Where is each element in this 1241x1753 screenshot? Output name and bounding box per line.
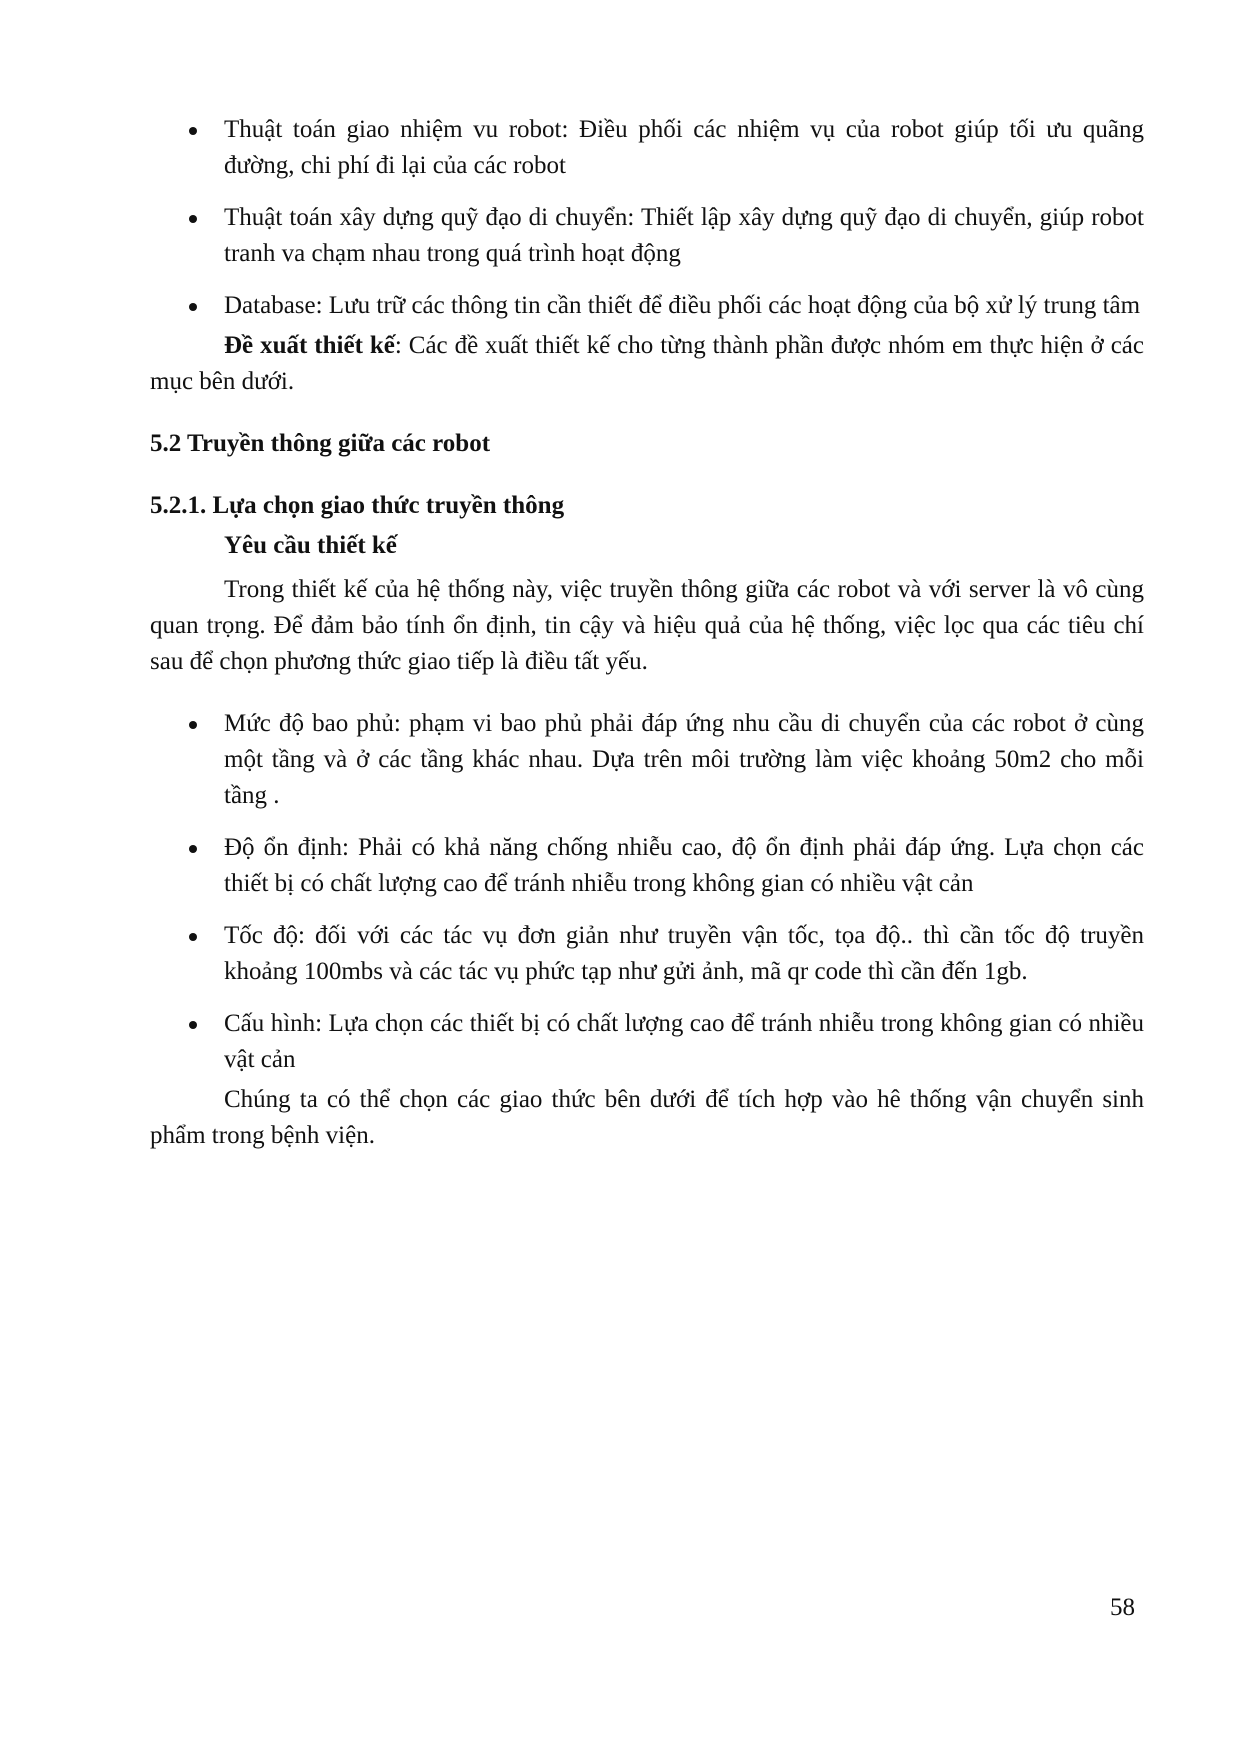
criteria-bullet-list xyxy=(150,706,1144,1078)
list-item xyxy=(150,830,1144,902)
list-item xyxy=(150,288,1144,324)
bullet-icon xyxy=(189,127,197,135)
bullet-icon xyxy=(189,721,197,729)
bullet-icon xyxy=(189,1021,197,1029)
bullet-text: Độ ổn định: Phải có khả năng chống nhiễu cao, độ ổn định phải đáp ứng. Lựa chọn các thiết bị có chất lượng cao để tránh nhiễu trong không gian có nhiều vật cản xyxy=(224,834,1144,897)
bullet-icon xyxy=(189,215,197,223)
closing-paragraph: Chúng ta có thể chọn các giao thức bên dưới để tích hợp vào hê thống vận chuyển sinh phẩm trong bệnh viện. xyxy=(150,1086,1144,1149)
list-item xyxy=(150,112,1144,184)
section-heading: 5.2 Truyền thông giữa các robot xyxy=(150,430,491,457)
proposal-paragraph xyxy=(150,328,1144,400)
subsection-heading: 5.2.1. Lựa chọn giao thức truyền thông xyxy=(150,492,565,519)
bullet-icon xyxy=(189,933,197,941)
bullet-text: Cấu hình: Lựa chọn các thiết bị có chất lượng cao để tránh nhiễu trong không gian có nhiều vật cản xyxy=(224,1010,1144,1073)
list-item xyxy=(150,918,1144,990)
list-item xyxy=(150,200,1144,272)
list-item xyxy=(150,706,1144,814)
bullet-text: Thuật toán giao nhiệm vu robot: Điều phối các nhiệm vụ của robot giúp tối ưu quãng đường, chi phí đi lại của các robot xyxy=(224,116,1144,179)
bullet-text: Mức độ bao phủ: phạm vi bao phủ phải đáp ứng nhu cầu di chuyển của các robot ở cùng một tầng và ở các tầng khác nhau. Dựa trên môi trường làm việc khoảng 50m2 cho mỗi tầng . xyxy=(224,710,1144,809)
list-item xyxy=(150,1006,1144,1078)
bullet-icon xyxy=(189,303,197,311)
component-bullet-list xyxy=(150,112,1144,324)
page-number: 58 xyxy=(1110,1594,1135,1621)
requirements-heading: Yêu cầu thiết kế xyxy=(224,532,397,559)
document-page xyxy=(150,112,1144,1154)
proposal-text: : Các đề xuất thiết kế cho từng thành phần được nhóm em thực hiện ở các mục bên dưới. xyxy=(150,332,1144,395)
bullet-text: Tốc độ: đối với các tác vụ đơn giản như truyền vận tốc, tọa độ.. thì cần tốc độ truyền khoảng 100mbs và các tác vụ phức tạp như gửi ảnh, mã qr code thì cần đến 1gb. xyxy=(224,922,1144,985)
bullet-text: Database: Lưu trữ các thông tin cần thiết để điều phối các hoạt động của bộ xử lý trung tâm xyxy=(224,292,1141,319)
proposal-label: Đề xuất thiết kế xyxy=(224,332,395,359)
intro-paragraph: Trong thiết kế của hệ thống này, việc truyền thông giữa các robot và với server là vô cùng quan trọng. Để đảm bảo tính ổn định, tin cậy và hiệu quả của hệ thống, việc lọc qua các tiêu chí sau để chọn phương thức giao tiếp là điều tất yếu. xyxy=(150,576,1144,675)
bullet-text: Thuật toán xây dựng quỹ đạo di chuyển: Thiết lập xây dựng quỹ đạo di chuyển, giúp robot tranh va chạm nhau trong quá trình hoạt động xyxy=(224,204,1144,267)
bullet-icon xyxy=(189,845,197,853)
